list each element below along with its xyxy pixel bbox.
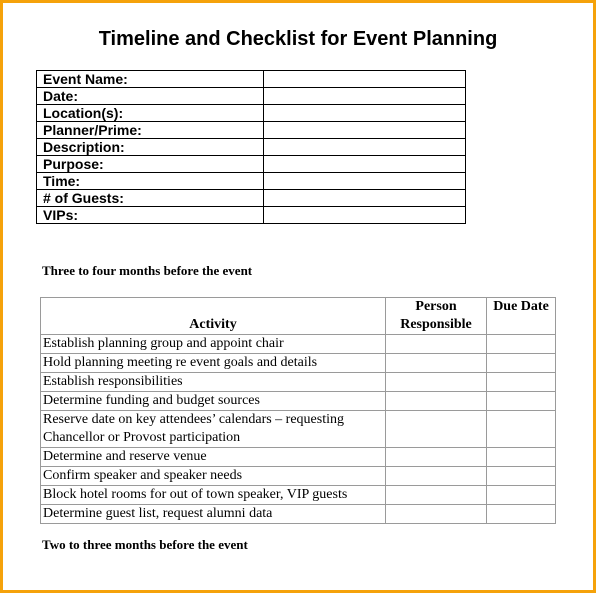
info-label: Time: bbox=[37, 173, 264, 190]
info-label: Planner/Prime: bbox=[37, 122, 264, 139]
info-label: VIPs: bbox=[37, 207, 264, 224]
table-row bbox=[41, 411, 556, 448]
table-row bbox=[41, 392, 556, 411]
person-responsible-cell[interactable] bbox=[386, 335, 487, 354]
activity-cell: Establish planning group and appoint chair bbox=[41, 335, 386, 354]
person-responsible-cell[interactable] bbox=[386, 354, 487, 373]
info-label: Location(s): bbox=[37, 105, 264, 122]
info-value-field[interactable] bbox=[264, 105, 466, 122]
person-responsible-cell[interactable] bbox=[386, 448, 487, 467]
due-date-cell[interactable] bbox=[487, 373, 556, 392]
activity-cell: Reserve date on key attendees’ calendars – requesting Chancellor or Provost participation bbox=[41, 411, 386, 448]
info-row bbox=[37, 173, 466, 190]
info-value-field[interactable] bbox=[264, 122, 466, 139]
person-responsible-cell[interactable] bbox=[386, 505, 487, 524]
due-date-cell[interactable] bbox=[487, 467, 556, 486]
info-row bbox=[37, 207, 466, 224]
checklist-header-row bbox=[41, 298, 556, 335]
table-row bbox=[41, 335, 556, 354]
info-label: Description: bbox=[37, 139, 264, 156]
checklist-table bbox=[40, 297, 556, 524]
info-row bbox=[37, 71, 466, 88]
info-value-field[interactable] bbox=[264, 71, 466, 88]
info-row bbox=[37, 190, 466, 207]
info-label: Event Name: bbox=[37, 71, 264, 88]
due-date-cell[interactable] bbox=[487, 392, 556, 411]
activity-cell: Establish responsibilities bbox=[41, 373, 386, 392]
table-row bbox=[41, 448, 556, 467]
activity-cell: Determine and reserve venue bbox=[41, 448, 386, 467]
section-heading-three-to-four-months: Three to four months before the event bbox=[42, 263, 253, 278]
activity-cell: Determine funding and budget sources bbox=[41, 392, 386, 411]
event-info-table bbox=[36, 70, 466, 224]
info-value-field[interactable] bbox=[264, 207, 466, 224]
column-header-activity: Activity bbox=[41, 298, 386, 335]
due-date-cell[interactable] bbox=[487, 335, 556, 354]
due-date-cell[interactable] bbox=[487, 411, 556, 448]
info-label: Date: bbox=[37, 88, 264, 105]
info-label: # of Guests: bbox=[37, 190, 264, 207]
info-value-field[interactable] bbox=[264, 88, 466, 105]
due-date-cell[interactable] bbox=[487, 448, 556, 467]
column-header-due-date: Due Date bbox=[487, 298, 556, 335]
info-row bbox=[37, 88, 466, 105]
person-responsible-cell[interactable] bbox=[386, 486, 487, 505]
column-header-person-responsible: Person Responsible bbox=[386, 298, 487, 335]
info-value-field[interactable] bbox=[264, 139, 466, 156]
info-value-field[interactable] bbox=[264, 156, 466, 173]
info-row bbox=[37, 139, 466, 156]
activity-cell: Hold planning meeting re event goals and details bbox=[41, 354, 386, 373]
person-responsible-cell[interactable] bbox=[386, 411, 487, 448]
info-value-field[interactable] bbox=[264, 190, 466, 207]
activity-cell: Confirm speaker and speaker needs bbox=[41, 467, 386, 486]
person-responsible-cell[interactable] bbox=[386, 373, 487, 392]
section-heading-two-to-three-months: Two to three months before the event bbox=[42, 537, 248, 552]
table-row bbox=[41, 373, 556, 392]
due-date-cell[interactable] bbox=[487, 486, 556, 505]
table-row bbox=[41, 354, 556, 373]
info-label: Purpose: bbox=[37, 156, 264, 173]
person-responsible-cell[interactable] bbox=[386, 392, 487, 411]
info-row bbox=[37, 105, 466, 122]
table-row bbox=[41, 467, 556, 486]
table-row bbox=[41, 486, 556, 505]
activity-cell: Determine guest list, request alumni data bbox=[41, 505, 386, 524]
info-value-field[interactable] bbox=[264, 173, 466, 190]
due-date-cell[interactable] bbox=[487, 505, 556, 524]
info-row bbox=[37, 122, 466, 139]
person-responsible-cell[interactable] bbox=[386, 467, 487, 486]
table-row bbox=[41, 505, 556, 524]
info-row bbox=[37, 156, 466, 173]
activity-cell: Block hotel rooms for out of town speaker, VIP guests bbox=[41, 486, 386, 505]
due-date-cell[interactable] bbox=[487, 354, 556, 373]
page-title: Timeline and Checklist for Event Planning bbox=[98, 28, 498, 50]
